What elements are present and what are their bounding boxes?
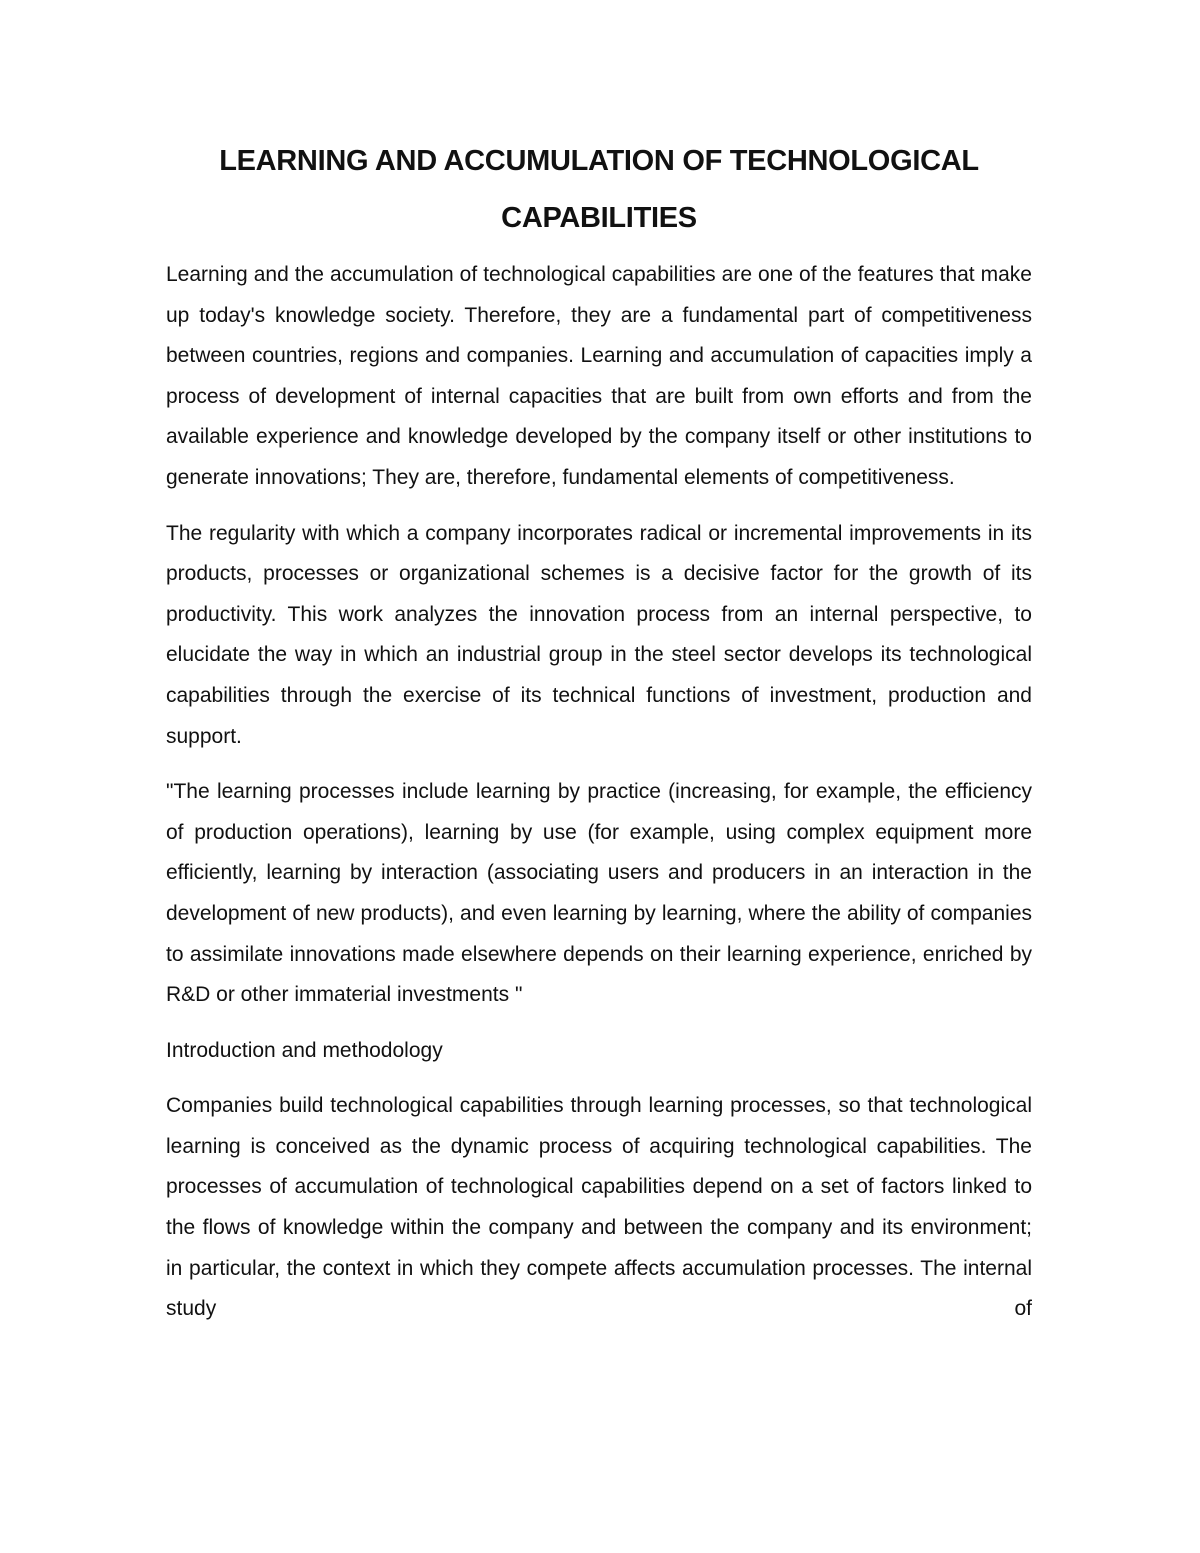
paragraph-regularity: The regularity with which a company incorporates radical or incremental improvements in its products, processes or organizational schemes is a decisive factor for the growth of its productivity. This work analyzes the innovation process from an internal perspective, to elucidate the way in which an industrial group in the steel sector develops its technological capabilities through the exercise of its technical functions of investment, production and support. <box>166 521 1032 748</box>
paragraph-intro: Learning and the accumulation of technological capabilities are one of the features that make up today's knowledge society. Therefore, they are a fundamental part of competitiveness between countries, regions and companies. Learning and accumulation of capacities imply a process of development of internal capacities that are built from own efforts and from the available experience and knowledge developed by the company itself or other institutions to generate innovations; They are, therefore, fundamental elements of competitiveness. <box>166 263 1032 489</box>
document-title: LEARNING AND ACCUMULATION OF TECHNOLOGICAL CAPABILITIES <box>219 145 979 234</box>
document-body <box>166 255 1032 1330</box>
section-heading: Introduction and methodology <box>166 1038 443 1062</box>
paragraph-methodology: Companies build technological capabilities through learning processes, so that technological learning is conceived as the dynamic process of acquiring technological capabilities. The processes of accumulation of technological capabilities depend on a set of factors linked to the flows of knowledge within the company and between the company and its environment; in particular, the context in which they compete affects accumulation processes. The internal study of <box>166 1094 1032 1321</box>
paragraph-quote: "The learning processes include learning by practice (increasing, for example, the efficiency of production operations), learning by use (for example, using complex equipment more efficiently, learning by interaction (associating users and producers in an interaction in the development of new products), and even learning by learning, where the ability of companies to assimilate innovations made elsewhere depends on their learning experience, enriched by R&D or other immaterial investments " <box>166 780 1032 1007</box>
